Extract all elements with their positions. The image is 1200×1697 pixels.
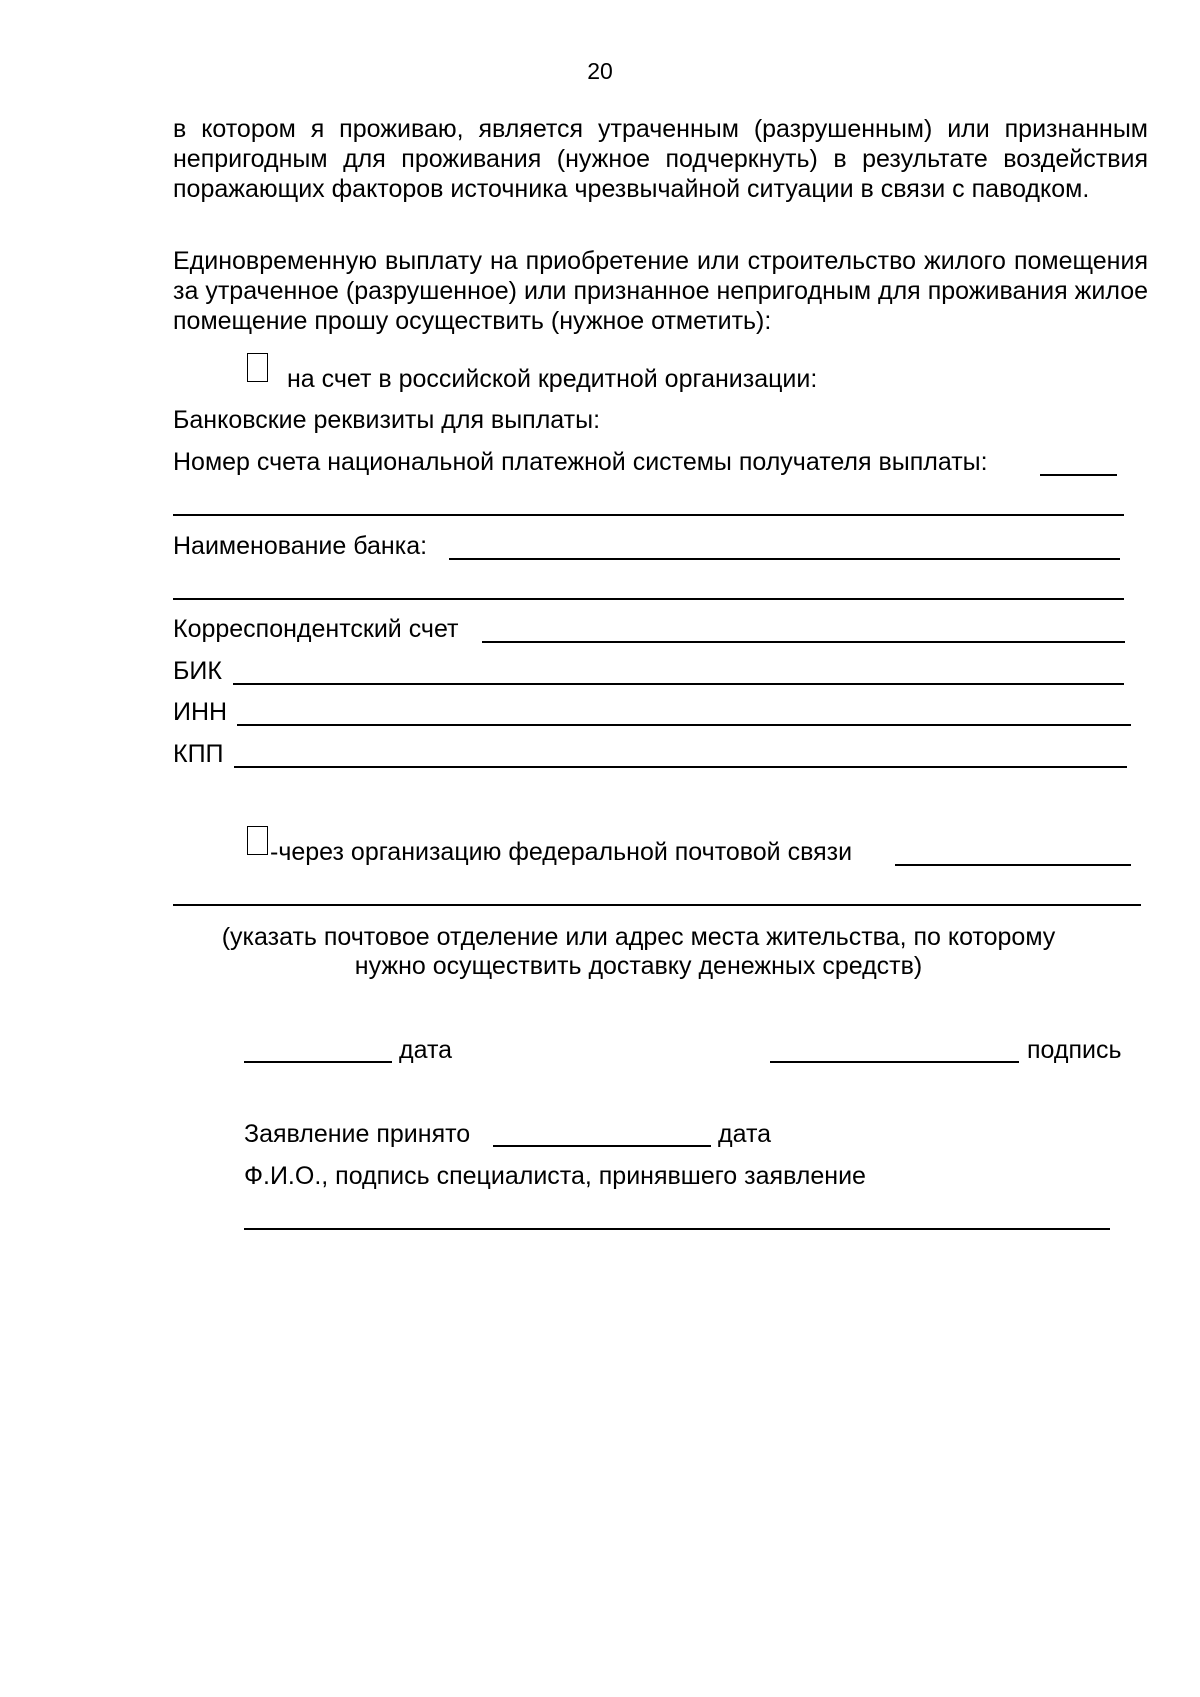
account-number-field[interactable] bbox=[173, 514, 1124, 516]
post-hint-line-1: (указать почтовое отделение или адрес места жительства, по которому bbox=[221, 923, 1056, 951]
applicant-signature-field[interactable] bbox=[770, 1061, 1019, 1063]
corr-account-field[interactable] bbox=[482, 641, 1125, 643]
kpp-field[interactable] bbox=[234, 766, 1127, 768]
page-number: 20 bbox=[587, 58, 613, 84]
accepted-date-field[interactable] bbox=[493, 1145, 711, 1147]
bank-details-heading: Банковские реквизиты для выплаты: bbox=[173, 406, 601, 434]
post-option-label: -через организацию федеральной почтовой связи bbox=[270, 838, 853, 866]
post-address-field[interactable] bbox=[173, 904, 1141, 906]
applicant-date-field[interactable] bbox=[244, 1061, 392, 1063]
kpp-label: КПП bbox=[173, 740, 224, 768]
intro-paragraph: в котором я проживаю, является утраченным (разрушенным) или признанным непригодным для проживания (нужное подчеркнуть) в результате воздействия поражающих факторов источника чрезвычайной ситуации в связи с паводком. bbox=[173, 115, 1148, 203]
inn-label: ИНН bbox=[173, 698, 228, 726]
applicant-signature-label: подпись bbox=[1027, 1036, 1122, 1064]
specialist-label: Ф.И.О., подпись специалиста, принявшего заявление bbox=[244, 1162, 866, 1190]
payment-request-paragraph: Единовременную выплату на приобретение или строительство жилого помещения за утраченное (разрушенное) или признанное непригодным для проживания жилое помещение прошу осуществить (нужное отметить): bbox=[173, 247, 1148, 335]
bank-name-label: Наименование банка: bbox=[173, 532, 428, 560]
accepted-label: Заявление принято bbox=[244, 1120, 471, 1148]
corr-account-label: Корреспондентский счет bbox=[173, 615, 459, 643]
post-office-field[interactable] bbox=[895, 864, 1131, 866]
bank-name-field-continued[interactable] bbox=[173, 598, 1124, 600]
applicant-date-label: дата bbox=[399, 1036, 453, 1064]
post-hint-line-2: нужно осуществить доставку денежных средств) bbox=[354, 952, 923, 980]
post-option-checkbox[interactable] bbox=[247, 826, 268, 855]
bank-option-label: на счет в российской кредитной организации: bbox=[287, 365, 818, 393]
bank-name-field[interactable] bbox=[449, 558, 1120, 560]
bik-field[interactable] bbox=[233, 683, 1124, 685]
account-number-label: Номер счета национальной платежной системы получателя выплаты: bbox=[173, 448, 988, 476]
specialist-signature-field[interactable] bbox=[244, 1228, 1110, 1230]
bank-option-checkbox[interactable] bbox=[247, 353, 268, 382]
bik-label: БИК bbox=[173, 657, 222, 685]
inn-field[interactable] bbox=[237, 724, 1131, 726]
account-number-field-start[interactable] bbox=[1040, 474, 1117, 476]
accepted-date-label: дата bbox=[718, 1120, 772, 1148]
